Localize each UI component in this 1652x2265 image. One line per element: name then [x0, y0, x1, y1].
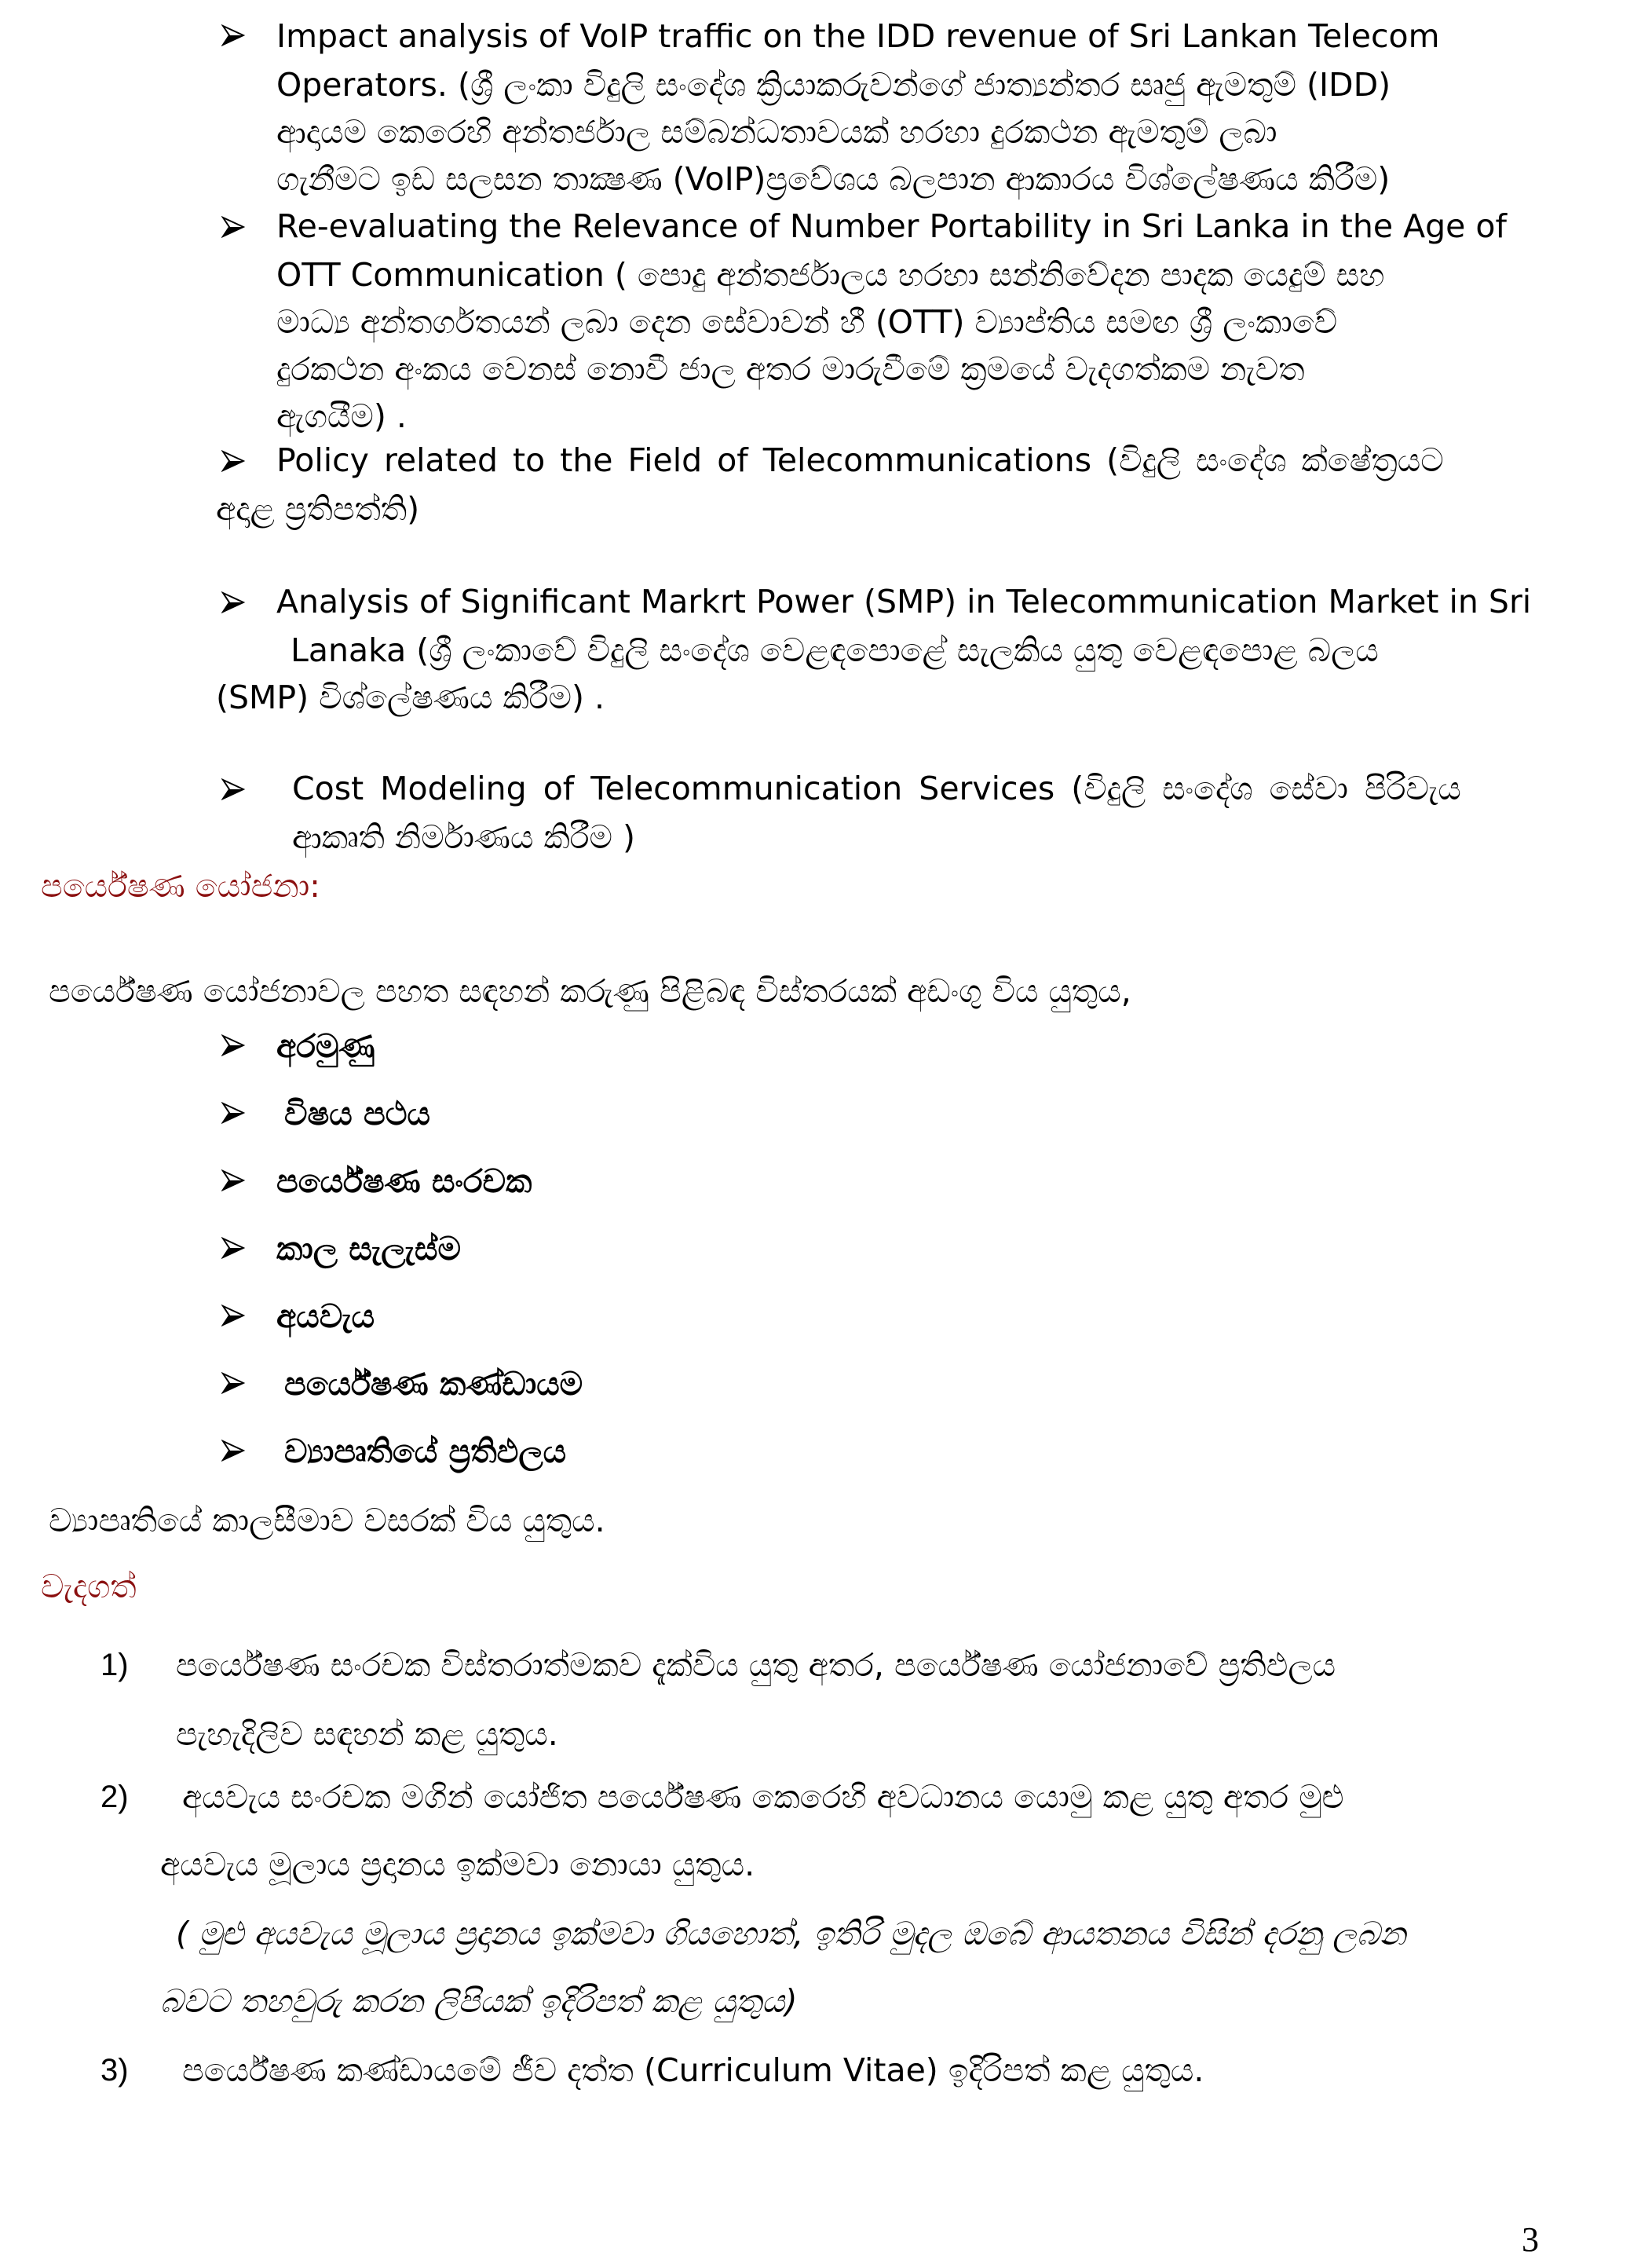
topic-1-line-3: ගැනීමට ඉඩ සලසන තාක්‍ෂණ (VoIP)ප්‍රවේශය බලපාන ආකාරය විශ්ලේෂණය කිරීම) [276, 160, 1391, 198]
research-proposals-heading: පර්යේෂණ යෝජනා: [41, 867, 320, 905]
component-item: පර්යේෂණ කණ්ඩායම [284, 1365, 583, 1403]
important-item-1-line-2: පැහැදිලිව සඳහන් කළ යුතුය. [176, 1715, 558, 1753]
arrow-bullet-icon [221, 1304, 245, 1327]
topic-4-line-1: Lanaka (ශ්‍රී ලංකාවේ විදුලි සංදේශ වෙළඳපොළේ සැලකිය යුතු වෙළඳපොළ බලය [291, 631, 1379, 669]
component-item: ව්‍යාපෘතියේ ප්‍රතිඵලය [284, 1433, 567, 1470]
item-number: 1) [101, 1648, 129, 1682]
topic-2-line-3: දුරකථන අංකය වෙනස් නොවී ජාල අතර මාරුවීමේ ක්‍රමයේ වැදගත්කම නැවත [276, 350, 1305, 388]
arrow-bullet-icon [221, 24, 245, 47]
topic-3-line-1: අදාළ ප්‍රතිපත්ති) [216, 490, 420, 528]
topic-1-line-2: ආදායම කෙරෙහි අන්තර්ජාල සම්බන්ධතාවයක් හරහා දුරකථන ඇමතුම් ලබා [276, 113, 1277, 151]
arrow-bullet-icon [221, 1371, 245, 1395]
arrow-bullet-icon [221, 1236, 245, 1260]
arrow-bullet-icon [221, 449, 245, 473]
proposal-intro-text: පර්යේෂණ යෝජනාවල පහත සඳහන් කරුණු පිළිබඳ විස්තරයක් අඩංගු විය යුතුය, [49, 972, 1131, 1010]
component-item: කාල සැලැස්ම [276, 1230, 461, 1268]
important-item-3-line-1: පර්යේෂණ කණ්ඩායමේ ජීව දත්ත (Curriculum Vitae) ඉදිරිපත් කළ යුතුය. [182, 2051, 1204, 2089]
topic-1-line-1: Operators. (ශ්‍රී ලංකා විදුලි සංදේශ ක්‍රියාකරුවන්ගේ ජාත්‍යන්තර සෘජු ඇමතුම් (IDD) [276, 66, 1391, 104]
important-item-2-note-2: බවට තහවුරු කරන ලිපියක් ඉදිරිපත් කළ යුතුය) [160, 1982, 798, 2020]
topic-2-title: Re-evaluating the Relevance of Number Portability in Sri Lanka in the Age of [276, 207, 1507, 245]
page-number: 3 [1522, 2220, 1539, 2259]
component-item: පර්යේෂණ සංරචක [276, 1162, 532, 1200]
arrow-bullet-icon [221, 1101, 245, 1125]
topic-3-title: Policy related to the Field of Telecommunications (විදුලි සංදේශ ක්ෂේත්‍රයට [276, 441, 1444, 479]
topic-5-title: Cost Modeling of Telecommunication Services (විදුලි සංදේශ සේවා පිරිවැය [292, 770, 1461, 807]
arrow-bullet-icon [221, 778, 245, 801]
topic-1-title: Impact analysis of VoIP traffic on the IDD revenue of Sri Lankan Telecom [276, 17, 1440, 55]
important-item-2-line-1: අයවැය සංරචක මගින් යෝජිත පර්යේෂණ කෙරෙහි අවධානය යොමු කළ යුතු අතර මුළු [182, 1778, 1344, 1816]
topic-5-line-1: ආකෘති නිර්මාණය කිරීම ) [292, 818, 636, 856]
topic-2-line-4: ඇගයීම) . [276, 397, 407, 435]
important-item-1-line-1: පර්යේෂණ සංරචක විස්තරාත්මකව දැක්විය යුතු අතර, පර්යේෂණ යෝජනාවේ ප්‍රතිඵලය [176, 1646, 1336, 1684]
important-item-2-note-1: ( මුළු අයවැය මූලා‍ය ප්‍රදානය ඉක්මවා ගියහොත්, ඉතිරි මුදල ඔබේ ආයතනය විසින් දරනු ලබන [176, 1915, 1406, 1952]
arrow-bullet-icon [221, 1034, 245, 1057]
arrow-bullet-icon [221, 1169, 245, 1192]
topic-2-line-2: මාධ්‍ය අන්තර්ගතයන් ලබා දෙන සේවාවන් හී (OTT) ව්‍යාප්තිය සමඟ ශ්‍රී ලංකාවේ [276, 303, 1338, 341]
arrow-bullet-icon [221, 591, 245, 614]
topic-2-line-1: OTT Communication ( පොදු අන්තර්ජාලය හරහා සන්නිවේදන පාදක යෙදුම් සහ [276, 256, 1385, 294]
topic-4-title: Analysis of Significant Markrt Power (SMP) in Telecommunication Market in Sri [276, 583, 1532, 620]
component-item: විෂය පථය [284, 1095, 430, 1132]
arrow-bullet-icon [221, 215, 245, 239]
duration-note: ව්‍යාපෘතියේ කාලසීමාව වසරක් විය යුතුය. [49, 1502, 605, 1539]
important-item-2-line-2: අයවැය මූලා‍ය ප්‍රදානය ඉක්මවා නොයා යුතුය. [160, 1846, 755, 1883]
item-number: 3) [101, 2053, 129, 2088]
item-number: 2) [101, 1780, 129, 1814]
component-item: අයවැය [276, 1297, 375, 1335]
topic-4-line-2: (SMP) විශ්ලේෂණය කිරීම) . [216, 679, 605, 716]
arrow-bullet-icon [221, 1439, 245, 1462]
important-heading: වැදගත් [41, 1568, 137, 1605]
component-item: අරමුණු [276, 1027, 375, 1065]
